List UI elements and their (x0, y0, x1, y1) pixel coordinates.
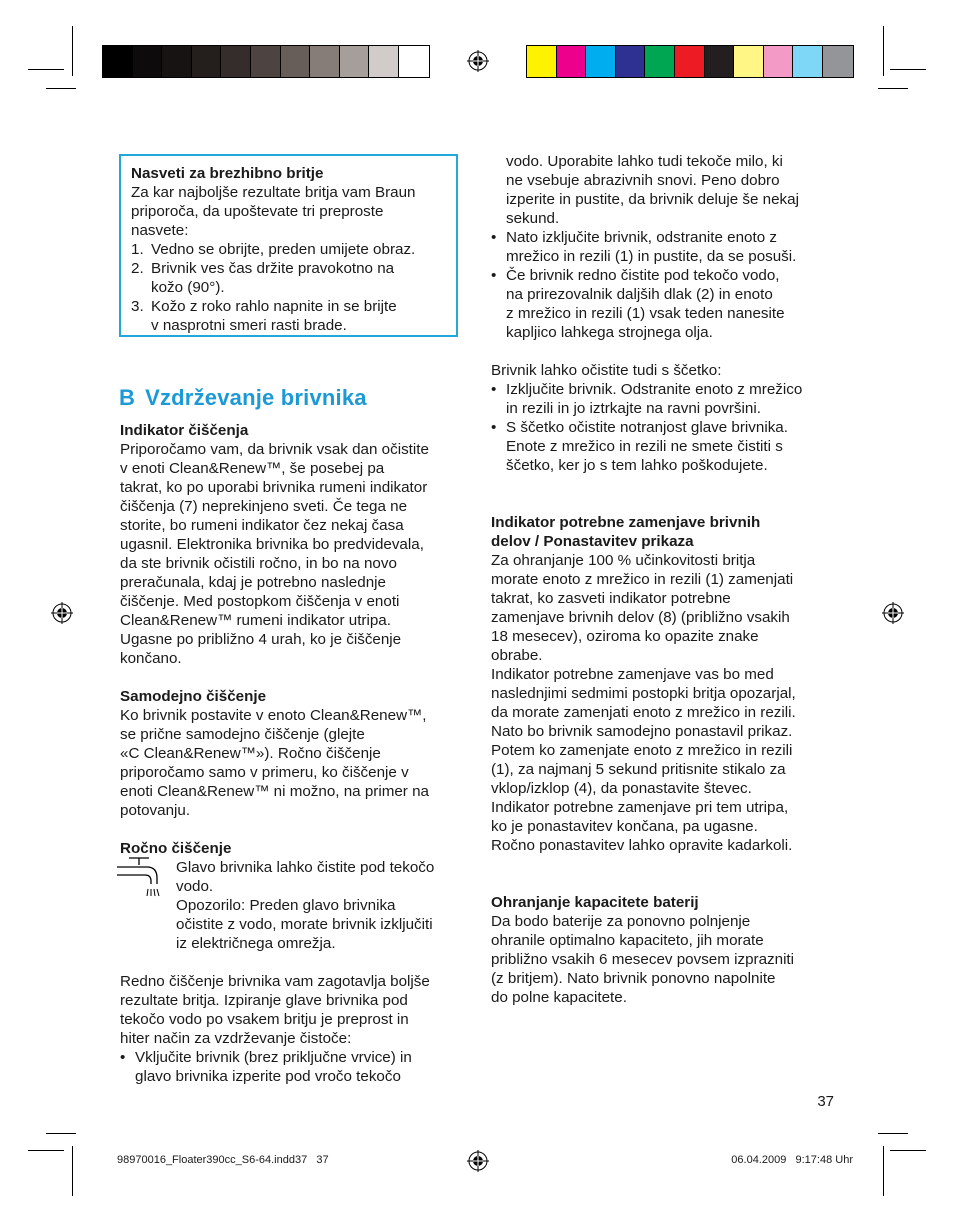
color-swatch (162, 46, 192, 77)
list-text: Vključite brivnik (brez priključne vrvice) in (135, 1049, 412, 1066)
color-swatch (675, 46, 705, 77)
tips-title: Nasveti za brezhibno britje (131, 165, 324, 182)
text-line: obrabe. (491, 647, 543, 664)
text-line: Ugasne po približno 4 urah, ko je čiščenje (120, 631, 402, 648)
color-swatch (616, 46, 646, 77)
color-swatch (645, 46, 675, 77)
continuation-paragraph (491, 152, 851, 228)
list-text: S ščetko očistite notranjost glave brivnika. (506, 419, 788, 436)
list-item (491, 228, 851, 266)
text-line: v enoti Clean&Renew™, še posebej pa (120, 460, 385, 477)
list-text: glavo brivnika izperite pod vročo tekočo (135, 1068, 401, 1085)
brush-intro: Brivnik lahko očistite tudi s ščetko: (491, 362, 722, 379)
crop-mark (883, 1146, 884, 1196)
text-line: Ko brivnik postavite v enoto Clean&Renew™, (120, 707, 427, 724)
bullet: • (491, 381, 497, 398)
crop-mark (878, 88, 908, 89)
color-swatch (823, 46, 853, 77)
page-number: 37 (817, 1093, 834, 1110)
crop-mark (878, 1133, 908, 1134)
subheading-indikator: Indikator čiščenja (120, 422, 249, 439)
color-swatch (192, 46, 222, 77)
text-line: vodo. Uporabite lahko tudi tekoče milo, ki (506, 153, 783, 170)
color-swatch (793, 46, 823, 77)
registration-mark-icon (882, 602, 904, 624)
list-text: kožo (90°). (151, 279, 225, 296)
color-swatch (557, 46, 587, 77)
crop-mark (28, 1150, 64, 1151)
list-text: z mrežico in rezili (1) vsak teden nanesite (506, 305, 785, 322)
text-line: končano. (120, 650, 182, 667)
text-line: takrat, ko zasveti indikator potrebne (491, 590, 731, 607)
color-swatch (586, 46, 616, 77)
text-line: vklop/izklop (4), da ponastavite števec. (491, 780, 752, 797)
text-line: do polne kapacitete. (491, 989, 627, 1006)
text-line: rezultate britja. Izpiranje glave brivnika pod (120, 992, 408, 1009)
text-line: Clean&Renew™ rumeni indikator utripa. (120, 612, 391, 629)
crop-mark (72, 1146, 73, 1196)
text-line: zamenjave brivnih delov (8) (približno vsakih (491, 609, 790, 626)
bullet-list (491, 228, 851, 342)
text-line: (1), za najmanj 5 sekund pritisnite stikalo za (491, 761, 786, 778)
list-text: kapljico lahkega strojnega olja. (506, 324, 713, 341)
text-line: približno vsakih 6 mesecev povsem izprazniti (491, 951, 795, 968)
list-item (491, 418, 851, 475)
subheading-zamenjava: Indikator potrebne zamenjave brivnih (491, 514, 761, 531)
bullet-list (120, 1048, 470, 1086)
section-heading (119, 385, 367, 411)
crop-mark (46, 88, 76, 89)
samodejno-paragraph (120, 706, 470, 820)
list-text: Kožo z roko rahlo napnite in se brijte (151, 298, 397, 315)
color-swatch (734, 46, 764, 77)
crop-mark (28, 69, 64, 70)
text-line: takrat, ko po uporabi brivnika rumeni indikator (120, 479, 428, 496)
faucet-icon (120, 858, 176, 953)
tips-intro-line: priporoča, da upoštevate tri preproste (131, 203, 384, 220)
baterije-paragraph (491, 912, 851, 1007)
tips-intro-line: nasvete: (131, 222, 189, 239)
text-line: da ste brivnik očistili ročno, in bo na novo (120, 555, 397, 572)
text-line: potovanju. (120, 802, 191, 819)
rocno-block (120, 858, 470, 953)
text-line: Nato bo brivnik samodejno ponastavil prikaz. (491, 723, 793, 740)
text-line: Ročno ponastavitev lahko opravite kadarkoli. (491, 837, 793, 854)
list-text: Brivnik ves čas držite pravokotno na (151, 260, 395, 277)
color-swatch (340, 46, 370, 77)
text-line: ko je ponastavitev končana, pa ugasne. (491, 818, 758, 835)
bullet: • (491, 229, 497, 246)
text-line: Indikator potrebne zamenjave pri tem utripa, (491, 799, 789, 816)
section-title: Vzdrževanje brivnika (145, 385, 367, 410)
color-swatch (705, 46, 735, 77)
list-number: 3. (131, 298, 144, 315)
cmyk-color-bar (526, 45, 854, 78)
text-line: «C Clean&Renew™»). Ročno čiščenje (120, 745, 381, 762)
registration-mark-icon (51, 602, 73, 624)
text-line: ugasnil. Elektronika brivnika bo predvidevala, (120, 536, 424, 553)
list-item (131, 240, 446, 259)
text-line: da morate zamenjati enoto z mrežico in rezili. (491, 704, 796, 721)
bullet-list (491, 380, 851, 475)
list-text: v nasprotni smeri rasti brade. (151, 317, 347, 334)
text-line: čiščenje. Med postopkom čiščenja v enoti (120, 593, 400, 610)
list-item (131, 259, 446, 297)
text-line: Indikator potrebne zamenjave vas bo med (491, 666, 774, 683)
text-line: Opozorilo: Preden glavo brivnika (176, 897, 396, 914)
right-column (491, 152, 851, 1007)
text-line: očistite z vodo, morate brivnik izključiti (176, 916, 433, 933)
rocno-paragraph (176, 858, 434, 953)
color-swatch (133, 46, 163, 77)
crop-mark (883, 26, 884, 76)
text-line: se prične samodejno čiščenje (glejte (120, 726, 365, 743)
registration-mark-icon (467, 50, 489, 72)
subheading-rocno: Ročno čiščenje (120, 840, 232, 857)
text-line: naslednjimi sedmimi postopki britja opozarjal, (491, 685, 796, 702)
subheading-zamenjava: delov / Ponastavitev prikaza (491, 533, 694, 550)
text-line: morate enoto z mrežico in rezili (1) zamenjati (491, 571, 794, 588)
text-line: Potem ko zamenjate enoto z mrežico in rezili (491, 742, 793, 759)
list-number: 1. (131, 241, 144, 258)
color-swatch (310, 46, 340, 77)
list-text: ščetko, ker jo s tem lahko poškodujete. (506, 457, 768, 474)
text-line: ne vsebuje abrazivnih snovi. Peno dobro (506, 172, 780, 189)
subheading-samodejno: Samodejno čiščenje (120, 688, 267, 705)
bullet: • (491, 267, 497, 284)
list-text: in rezili in jo iztrkajte na ravni površini. (506, 400, 761, 417)
text-line: čiščenja (7) neprekinjeno sveti. Če tega ne (120, 498, 408, 515)
color-swatch (369, 46, 399, 77)
section-letter: B (119, 385, 136, 410)
text-line: 18 mesecev), oziroma ko opazite znake (491, 628, 759, 645)
color-swatch (103, 46, 133, 77)
text-line: (z britjem). Nato brivnik ponovno napolnite (491, 970, 776, 987)
redno-paragraph (120, 972, 470, 1048)
list-item (131, 297, 446, 335)
zamenjava-paragraph (491, 551, 851, 855)
list-text: Enote z mrežico in rezili ne smete čistiti s (506, 438, 783, 455)
text-line: izperite in pustite, da brivnik deluje še nekaj (506, 191, 799, 208)
color-swatch (527, 46, 557, 77)
text-line: hiter način za vzdrževanje čistoče: (120, 1030, 352, 1047)
footer-file: 98970016_Floater390cc_S6-64.indd37 37 (117, 1154, 329, 1166)
crop-mark (890, 1150, 926, 1151)
text-line: vodo. (176, 878, 214, 895)
list-text: Izključite brivnik. Odstranite enoto z mrežico (506, 381, 803, 398)
text-line: ohranile optimalno kapaciteto, jih morate (491, 932, 764, 949)
color-swatch (281, 46, 311, 77)
list-text: Nato izključite brivnik, odstranite enoto z (506, 229, 777, 246)
text-line: storite, bo rumeni indikator čez nekaj časa (120, 517, 404, 534)
list-item (491, 380, 851, 418)
text-line: tekočo vodo po vsakem britju je preprost in (120, 1011, 409, 1028)
text-line: priporočamo samo v primeru, ko čiščenje v (120, 764, 409, 781)
text-line: sekund. (506, 210, 560, 227)
subheading-baterije: Ohranjanje kapacitete baterij (491, 894, 699, 911)
tips-box (119, 154, 458, 337)
text-line: Priporočamo vam, da brivnik vsak dan očistite (120, 441, 429, 458)
color-swatch (251, 46, 281, 77)
list-text: Če brivnik redno čistite pod tekočo vodo, (506, 267, 780, 284)
crop-mark (46, 1133, 76, 1134)
text-line: preračunala, kdaj je potrebno naslednje (120, 574, 386, 591)
list-item (491, 266, 851, 342)
list-item (120, 1048, 470, 1086)
text-line: Da bodo baterije za ponovno polnjenje (491, 913, 751, 930)
grayscale-color-bar (102, 45, 430, 78)
list-text: na prirezovalnik daljših dlak (2) in enoto (506, 286, 773, 303)
list-text: Vedno se obrijte, preden umijete obraz. (151, 241, 416, 258)
tips-list (131, 240, 446, 335)
text-line: enoti Clean&Renew™ ni možno, na primer na (120, 783, 429, 800)
color-swatch (399, 46, 429, 77)
bullet: • (120, 1049, 126, 1066)
indikator-paragraph (120, 440, 470, 668)
text-line: Glavo brivnika lahko čistite pod tekočo (176, 859, 435, 876)
text-line: Za ohranjanje 100 % učinkovitosti britja (491, 552, 756, 569)
crop-mark (890, 69, 926, 70)
registration-mark-icon (467, 1150, 489, 1172)
text-line: iz električnega omrežja. (176, 935, 336, 952)
tips-intro-line: Za kar najboljše rezultate britja vam Braun (131, 184, 416, 201)
text-line: Redno čiščenje brivnika vam zagotavlja boljše (120, 973, 430, 990)
color-swatch (221, 46, 251, 77)
left-column (120, 421, 470, 1086)
list-text: mrežico in rezili (1) in pustite, da se posuši. (506, 248, 797, 265)
crop-mark (72, 26, 73, 76)
list-number: 2. (131, 260, 144, 277)
footer-date: 06.04.2009 9:17:48 Uhr (731, 1154, 853, 1166)
color-swatch (764, 46, 794, 77)
bullet: • (491, 419, 497, 436)
